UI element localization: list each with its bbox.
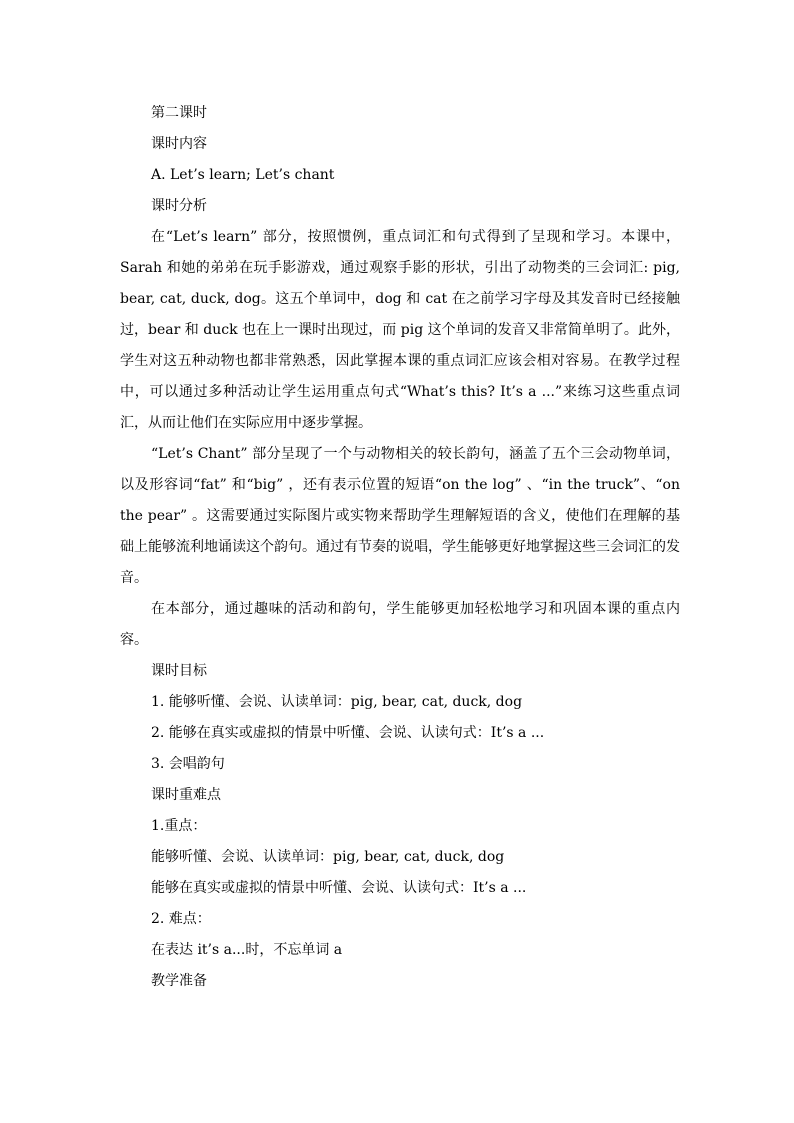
goals-heading: 课时目标 — [151, 663, 207, 679]
document-body — [120, 98, 680, 997]
focus-label: 1.重点： — [151, 818, 207, 834]
content-heading: 课时内容 — [151, 136, 207, 152]
analysis-paragraph-1: 在“Let’s learn” 部分，按照惯例，重点词汇和句式得到了呈现和学习。本课中，Sarah 和她的弟弟在玩手影游戏，通过观察手影的形状，引出了动物类的三会词汇: pig, bear, cat, duck, dog。这五个单词中，dog 和 cat 在之前学习字母及其发音时已经接触过，bear 和 duck 也在上一课时出现过，而 pig 这个单词的发音又非常简单明了。此外，学生对这五种动物也都非常熟悉，因此掌握本课的重点词汇应该会相对容易。在教学过程中，可以通过多种活动让学生运用重点句式“What’s this? It’s a ...”来练习这些重点词汇，从而让他们在实际应用中逐步掌握。 — [120, 229, 680, 431]
difficulty-item-1: 在表达 it’s a...时，不忘单词 a — [151, 942, 343, 958]
analysis-heading: 课时分析 — [151, 198, 207, 214]
goal-item-3: 3. 会唱韵句 — [151, 756, 225, 772]
difficulty-label: 2. 难点： — [151, 911, 211, 927]
analysis-paragraph-2: “Let’s Chant” 部分呈现了一个与动物相关的较长韵句，涵盖了五个三会动物单词，以及形容词“fat” 和“big” ，还有表示位置的短语“on the log” 、“in the truck”、“on the pear” 。这需要通过实际图片或实物来帮助学生理解短语的含义，使他们在理解的基础上能够流利地诵读这个韵句。通过有节奏的说唱，学生能够更好地掌握这些三会词汇的发音。 — [120, 446, 680, 586]
key-points-heading: 课时重难点 — [151, 787, 221, 803]
goal-item-1: 1. 能够听懂、会说、认读单词：pig, bear, cat, duck, dog — [151, 694, 523, 710]
focus-item-1: 能够听懂、会说、认读单词：pig, bear, cat, duck, dog — [151, 849, 505, 865]
lesson-title: 第二课时 — [151, 105, 207, 121]
goal-item-2: 2. 能够在真实或虚拟的情景中听懂、会说、认读句式：It’s a ... — [151, 725, 545, 741]
preparation-heading: 教学准备 — [151, 973, 207, 989]
content-text: A. Let’s learn; Let’s chant — [151, 167, 335, 183]
focus-item-2: 能够在真实或虚拟的情景中听懂、会说、认读句式：It’s a ... — [151, 880, 527, 896]
analysis-paragraph-3: 在本部分，通过趣味的活动和韵句，学生能够更加轻松地学习和巩固本课的重点内容。 — [120, 601, 680, 648]
